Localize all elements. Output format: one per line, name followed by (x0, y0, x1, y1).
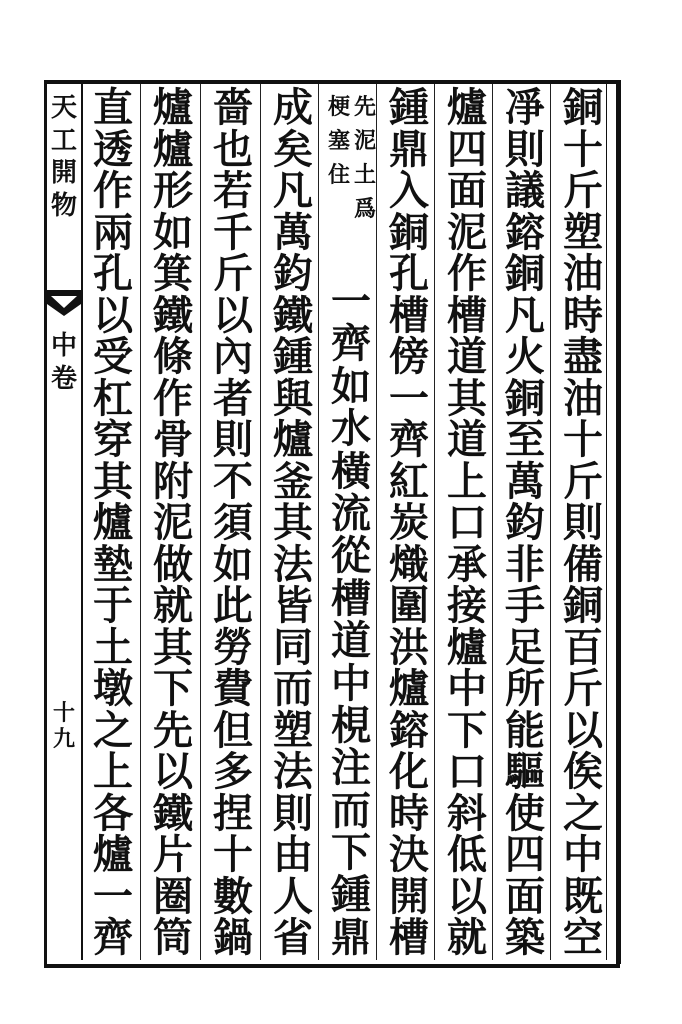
glyph: 槽 (331, 574, 371, 622)
glyph: 爲 (354, 196, 377, 223)
glyph: 先 (153, 706, 193, 754)
glyph: 千 (213, 208, 253, 256)
glyph: 鼎 (389, 125, 429, 173)
glyph: 而 (331, 786, 371, 834)
glyph: 之 (563, 789, 603, 837)
glyph: 銅 (563, 582, 603, 629)
glyph: 透 (93, 125, 133, 173)
glyph: 圍 (389, 582, 429, 629)
glyph: 以 (213, 291, 253, 339)
glyph: 斤 (563, 457, 603, 505)
glyph: 中 (331, 659, 371, 707)
glyph: 上 (447, 457, 487, 505)
glyph: 斤 (213, 250, 253, 297)
glyph: 時 (563, 291, 603, 339)
glyph: 卷 (50, 363, 77, 394)
glyph: 鼎 (331, 913, 371, 961)
glyph: 油 (563, 374, 603, 422)
glyph: 十 (52, 700, 75, 726)
glyph: 釜 (273, 457, 313, 505)
glyph: 槽 (389, 914, 429, 961)
glyph: 鍾 (331, 871, 371, 919)
glyph: 先 (354, 94, 377, 120)
glyph: 一 (389, 374, 429, 422)
glyph: 齊 (93, 914, 133, 961)
column-rule (434, 84, 435, 960)
column-rule (550, 84, 551, 960)
glyph: 所 (505, 665, 545, 712)
text-column-2 (500, 84, 550, 961)
margin-book-title (50, 92, 78, 222)
text-column-6 (268, 84, 318, 961)
glyph: 而 (273, 665, 313, 712)
glyph: 下 (447, 706, 487, 754)
glyph: 直 (93, 84, 133, 131)
frame-right-rule (616, 80, 621, 964)
glyph: 省 (273, 914, 313, 961)
glyph: 泥 (153, 499, 193, 546)
glyph: 嗇 (213, 84, 253, 131)
glyph: 孔 (389, 250, 429, 297)
glyph: 住 (328, 162, 351, 189)
glyph: 土 (354, 162, 377, 189)
glyph: 使 (505, 789, 545, 837)
glyph: 骨 (153, 416, 193, 463)
glyph: 時 (389, 789, 429, 837)
glyph: 盡 (563, 333, 603, 380)
glyph: 于 (93, 582, 133, 629)
glyph: 土 (93, 623, 133, 671)
glyph: 鍾 (273, 333, 313, 380)
glyph: 其 (447, 374, 487, 422)
glyph: 法 (273, 540, 313, 588)
glyph: 齊 (389, 416, 429, 463)
glyph: 爐 (447, 623, 487, 671)
glyph: 其 (93, 457, 133, 505)
glyph: 中 (50, 331, 77, 361)
glyph: 中 (563, 831, 603, 878)
glyph: 則 (273, 789, 313, 837)
glyph: 萬 (505, 457, 545, 505)
glyph: 爐 (447, 84, 487, 131)
glyph: 物 (50, 190, 77, 221)
glyph: 斜 (447, 789, 487, 837)
column-rule (200, 84, 201, 960)
text-column-1 (558, 84, 608, 961)
glyph: 形 (153, 167, 193, 214)
glyph: 若 (213, 167, 253, 214)
glyph: 箕 (153, 250, 193, 297)
glyph: 築 (505, 914, 545, 961)
glyph: 者 (213, 374, 253, 422)
glyph: 備 (563, 540, 603, 588)
glyph: 塞 (328, 128, 351, 155)
glyph: 驅 (505, 748, 545, 795)
glyph: 泥 (447, 208, 487, 256)
text-column-5 (326, 278, 376, 961)
frame-left-rule (44, 80, 47, 964)
glyph: 紅 (389, 457, 429, 505)
glyph: 兩 (93, 208, 133, 256)
column-rule (492, 84, 493, 960)
glyph: 鐵 (153, 789, 193, 837)
column-rule (318, 84, 319, 960)
glyph: 開 (389, 872, 429, 920)
glyph: 其 (273, 499, 313, 546)
glyph: 塑 (563, 208, 603, 256)
glyph: 注 (331, 744, 371, 792)
glyph: 從 (331, 532, 371, 580)
glyph: 人 (273, 872, 313, 920)
glyph: 梗 (328, 94, 351, 120)
glyph: 至 (505, 416, 545, 463)
glyph: 泥 (354, 128, 377, 155)
glyph: 作 (153, 374, 193, 422)
glyph: 議 (505, 167, 545, 214)
glyph: 手 (505, 582, 545, 629)
glyph: 足 (505, 623, 545, 671)
glyph: 成 (273, 84, 313, 131)
glyph: 凡 (273, 167, 313, 214)
glyph: 費 (213, 665, 253, 712)
glyph: 十 (213, 831, 253, 878)
glyph: 則 (505, 125, 545, 173)
glyph: 槽 (447, 291, 487, 339)
glyph: 此 (213, 582, 253, 629)
glyph: 不 (213, 457, 253, 505)
glyph: 天 (50, 93, 77, 123)
glyph: 入 (389, 167, 429, 214)
glyph: 皆 (273, 582, 313, 629)
glyph: 下 (331, 829, 371, 877)
glyph: 道 (447, 333, 487, 380)
glyph: 孔 (93, 250, 133, 297)
glyph: 其 (153, 623, 193, 671)
glyph: 決 (389, 831, 429, 878)
glyph: 接 (447, 582, 487, 629)
glyph: 數 (213, 872, 253, 920)
glyph: 爐 (273, 416, 313, 463)
glyph: 須 (213, 499, 253, 546)
glyph: 法 (273, 748, 313, 795)
annotation-right (354, 90, 376, 270)
glyph: 銅 (505, 250, 545, 297)
glyph: 既 (563, 872, 603, 920)
glyph: 銅 (389, 208, 429, 256)
glyph: 內 (213, 333, 253, 380)
glyph: 之 (93, 706, 133, 754)
glyph: 墊 (93, 540, 133, 588)
glyph: 以 (447, 872, 487, 920)
margin-page-number (50, 700, 78, 753)
glyph: 一 (93, 872, 133, 920)
glyph: 萬 (273, 208, 313, 256)
glyph: 矣 (273, 125, 313, 173)
glyph: 銅 (505, 374, 545, 422)
glyph: 工 (50, 125, 77, 156)
text-column-3 (442, 84, 492, 961)
text-column-5-annotation (328, 90, 376, 270)
glyph: 凡 (505, 291, 545, 339)
annotation-left (328, 90, 350, 270)
glyph: 百 (563, 623, 603, 671)
glyph: 火 (505, 333, 545, 380)
text-column-8 (148, 84, 198, 961)
column-rule (376, 84, 377, 960)
glyph: 口 (447, 499, 487, 546)
glyph: 如 (213, 540, 253, 588)
glyph: 流 (331, 489, 371, 537)
text-column-7 (208, 84, 258, 961)
glyph: 就 (153, 582, 193, 629)
column-rule (140, 84, 141, 960)
glyph: 一 (331, 278, 371, 325)
glyph: 附 (153, 457, 193, 505)
glyph: 四 (447, 125, 487, 173)
glyph: 受 (93, 333, 133, 380)
glyph: 道 (331, 617, 371, 665)
glyph: 就 (447, 914, 487, 961)
glyph: 非 (505, 540, 545, 588)
glyph: 九 (52, 726, 75, 753)
glyph: 凈 (505, 84, 545, 131)
glyph: 面 (447, 167, 487, 214)
glyph: 與 (273, 374, 313, 422)
glyph: 開 (50, 158, 77, 188)
glyph: 傍 (389, 333, 429, 380)
glyph: 十 (563, 416, 603, 463)
glyph: 中 (447, 665, 487, 712)
glyph: 條 (153, 333, 193, 380)
glyph: 銅 (563, 84, 603, 131)
glyph: 鎔 (389, 706, 429, 754)
glyph: 鎔 (505, 208, 545, 256)
glyph: 槽 (389, 291, 429, 339)
glyph: 穿 (93, 416, 133, 463)
margin-volume (50, 330, 78, 395)
glyph: 爐 (389, 665, 429, 712)
glyph: 油 (563, 250, 603, 297)
glyph: 梘 (331, 701, 371, 749)
glyph: 斤 (563, 167, 603, 214)
glyph: 化 (389, 748, 429, 795)
glyph: 洪 (389, 623, 429, 671)
glyph: 多 (213, 748, 253, 795)
glyph: 作 (447, 250, 487, 297)
glyph: 橫 (331, 447, 371, 495)
glyph: 鍋 (213, 914, 253, 961)
glyph: 則 (213, 416, 253, 463)
glyph: 十 (563, 125, 603, 173)
glyph: 筒 (153, 914, 193, 961)
glyph: 做 (153, 540, 193, 588)
glyph: 鍾 (389, 84, 429, 131)
glyph: 鐵 (273, 291, 313, 339)
glyph: 鐵 (153, 291, 193, 339)
glyph: 爐 (153, 84, 193, 131)
glyph: 由 (273, 831, 313, 878)
glyph: 空 (563, 914, 603, 961)
glyph: 以 (153, 748, 193, 795)
glyph: 上 (93, 748, 133, 795)
glyph: 作 (93, 167, 133, 214)
glyph: 能 (505, 706, 545, 754)
glyph: 片 (153, 831, 193, 878)
glyph: 但 (213, 706, 253, 754)
glyph: 爐 (93, 831, 133, 878)
glyph: 鈞 (505, 499, 545, 546)
glyph: 四 (505, 831, 545, 878)
glyph: 俟 (563, 748, 603, 795)
glyph: 則 (563, 499, 603, 546)
frame-left-inner-rule (81, 84, 83, 960)
glyph: 塑 (273, 706, 313, 754)
glyph: 爐 (153, 125, 193, 173)
glyph: 如 (153, 208, 193, 256)
glyph: 熾 (389, 540, 429, 588)
glyph: 以 (563, 706, 603, 754)
glyph: 水 (331, 405, 371, 453)
glyph: 勞 (213, 623, 253, 671)
glyph: 同 (273, 623, 313, 671)
glyph: 面 (505, 872, 545, 920)
glyph: 爐 (93, 499, 133, 546)
glyph: 捏 (213, 789, 253, 837)
column-rule (260, 84, 261, 960)
glyph: 如 (331, 362, 371, 410)
glyph: 杠 (93, 374, 133, 422)
glyph: 斤 (563, 665, 603, 712)
glyph: 承 (447, 540, 487, 588)
text-column-9 (88, 84, 138, 961)
glyph: 口 (447, 748, 487, 795)
glyph: 也 (213, 125, 253, 173)
glyph: 墩 (93, 665, 133, 712)
glyph: 齊 (331, 320, 371, 368)
glyph: 低 (447, 831, 487, 878)
glyph: 各 (93, 789, 133, 837)
glyph: 圈 (153, 872, 193, 920)
fish-tail-mark (47, 286, 81, 320)
glyph: 道 (447, 416, 487, 463)
glyph: 下 (153, 665, 193, 712)
text-column-4 (384, 84, 434, 961)
glyph: 炭 (389, 499, 429, 546)
glyph: 鈞 (273, 250, 313, 297)
glyph: 以 (93, 291, 133, 339)
